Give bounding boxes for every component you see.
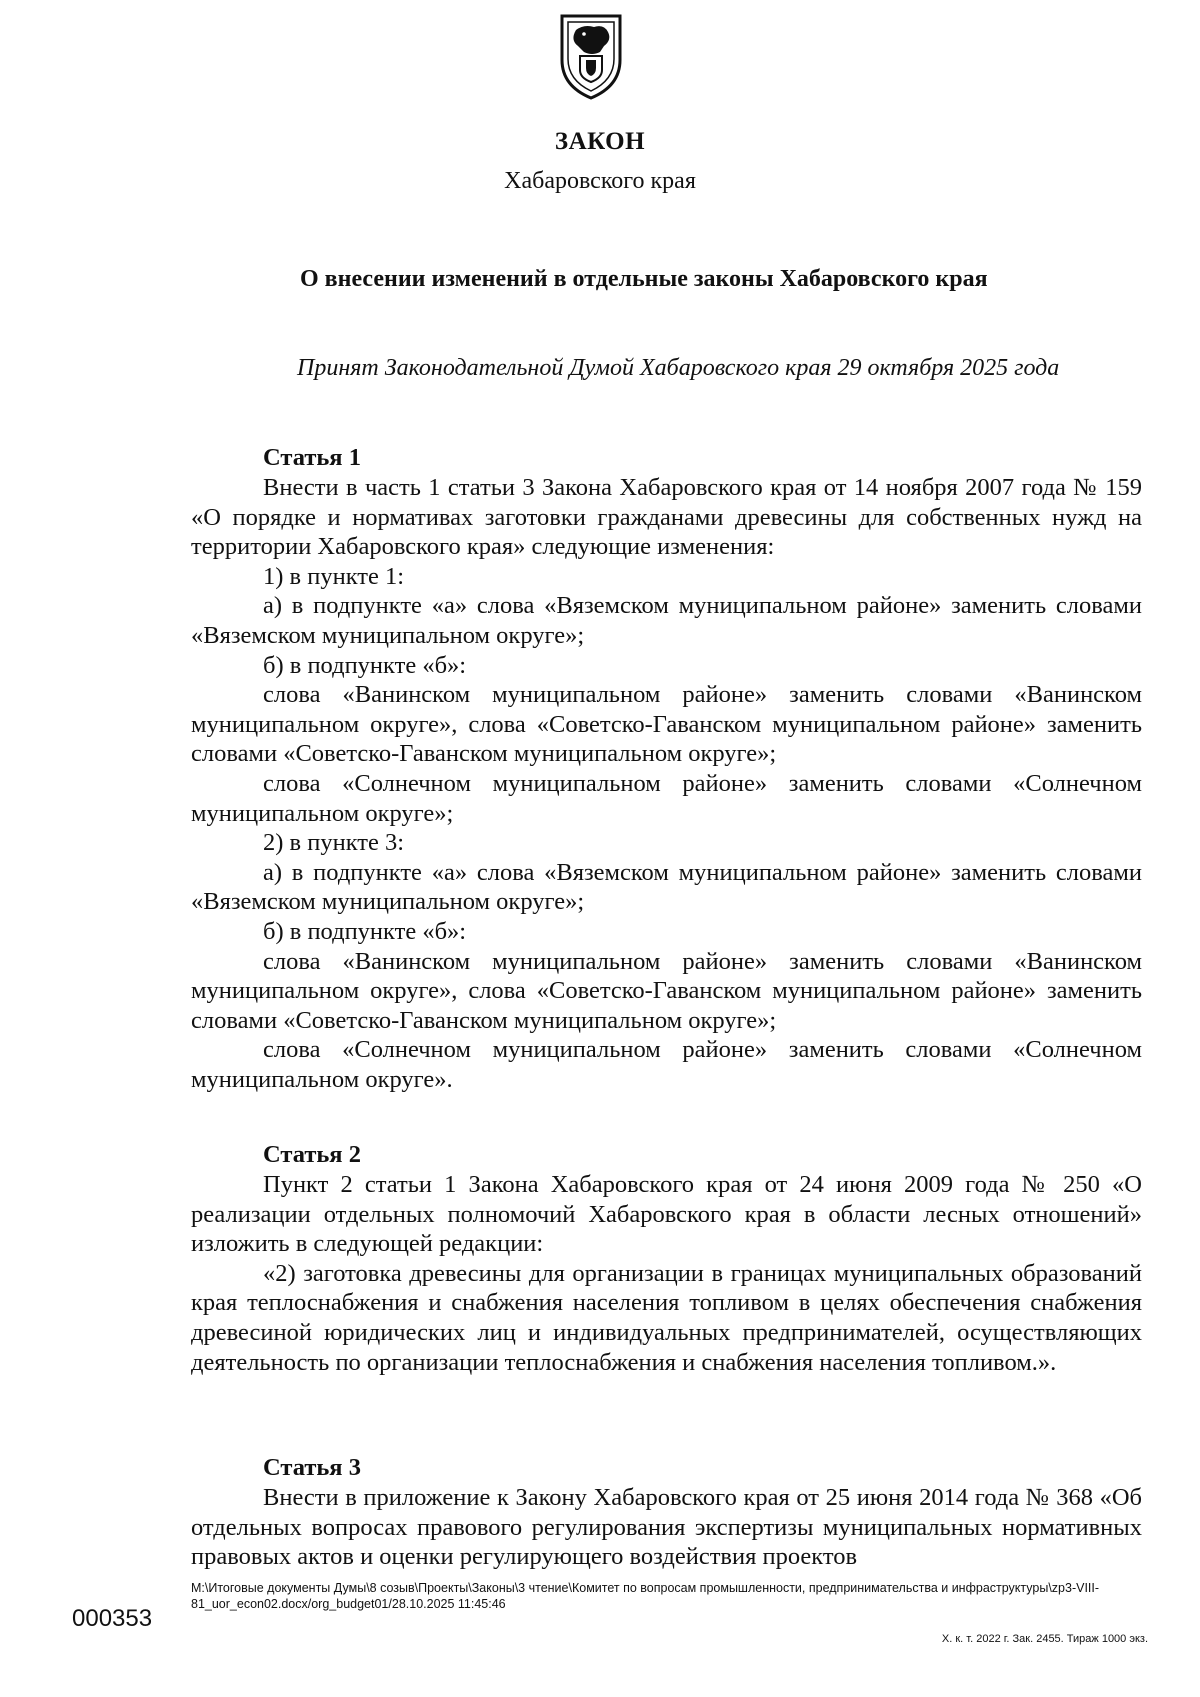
coat-of-arms-icon [554,12,628,102]
article-heading: Статья 3 [263,1454,361,1481]
document-number: 000353 [72,1605,153,1632]
print-info: Х. к. т. 2022 г. Зак. 2455. Тираж 1000 экз. [941,1633,1148,1645]
document-type-title: ЗАКОН [554,128,646,155]
article-2 [191,1140,1142,1377]
adoption-note: Принят Законодательной Думой Хабаровского края 29 октября 2025 года [297,355,1060,381]
article-paragraph: а) в подпункте «а» слова «Вяземском муниципальном районе» заменить словами «Вяземском муниципальном округе»; [191,592,1142,649]
article-paragraph: слова «Ванинском муниципальном районе» заменить словами «Ванинском муниципальном округе», слова «Советско-Гаванском муниципальном районе» заменить словами «Советско-Гаванском муниципальном округе»; [191,947,1142,1034]
article-paragraph: слова «Солнечном муниципальном районе» заменить словами «Солнечном муниципальном округе»; [191,769,1142,827]
region-subtitle: Хабаровского края [504,168,696,194]
law-title: О внесении изменений в отдельные законы Хабаровского края [300,266,988,292]
article-paragraph: 1) в пункте 1: [263,562,405,590]
article-heading: Статья 1 [263,444,361,471]
article-3 [191,1453,1142,1572]
article-paragraph: б) в подпункте «б»: [263,651,467,679]
article-paragraph: «2) заготовка древесины для организации в границах муниципальных образований края теплоснабжения и снабжения населения топливом в целях обеспечения снабжения древесиной юридических лиц и индивидуальных предпринимателей, осуществляющих деятельность по организации теплоснабжения и снабжения населения топливом.». [191,1259,1142,1376]
article-paragraph: Внести в часть 1 статьи 3 Закона Хабаровского края от 14 ноября 2007 года № 159 «О порядке и нормативах заготовки гражданами древесины для собственных нужд на территории Хабаровского края» следующие изменения: [191,474,1142,561]
article-paragraph: Пункт 2 статьи 1 Закона Хабаровского края от 24 июня 2009 года № 250 «О реализации отдельных полномочий Хабаровского края в области лесных отношений» изложить в следующей редакции: [191,1171,1142,1258]
article-heading: Статья 2 [263,1141,361,1168]
article-paragraph: слова «Ванинском муниципальном районе» заменить словами «Ванинском муниципальном округе», слова «Советско-Гаванском муниципальном районе» заменить словами «Советско-Гаванском муниципальном округе»; [191,681,1142,768]
article-paragraph: а) в подпункте «а» слова «Вяземском муниципальном районе» заменить словами «Вяземском муниципальном округе»; [191,858,1142,916]
article-paragraph: Внести в приложение к Закону Хабаровского края от 25 июня 2014 года № 368 «Об отдельных вопросах правового регулирования экспертизы муниципальных нормативных правовых актов и оценки регулирующего воздействия проектов [191,1484,1142,1571]
article-1 [191,443,1142,1094]
article-paragraph: 2) в пункте 3: [263,829,405,857]
article-paragraph: б) в подпункте «б»: [263,917,467,945]
file-path-note: M:\Итоговые документы Думы\8 созыв\Проекты\Законы\3 чтение\Комитет по вопросам промышленности, предпринимательства и инфраструктуры\zp3-VIII-81_uor_econ02.docx/org_budget01/28.10.2025 11:45:46 [191,1581,1100,1611]
article-paragraph: слова «Солнечном муниципальном районе» заменить словами «Солнечном муниципальном округе». [191,1036,1142,1093]
